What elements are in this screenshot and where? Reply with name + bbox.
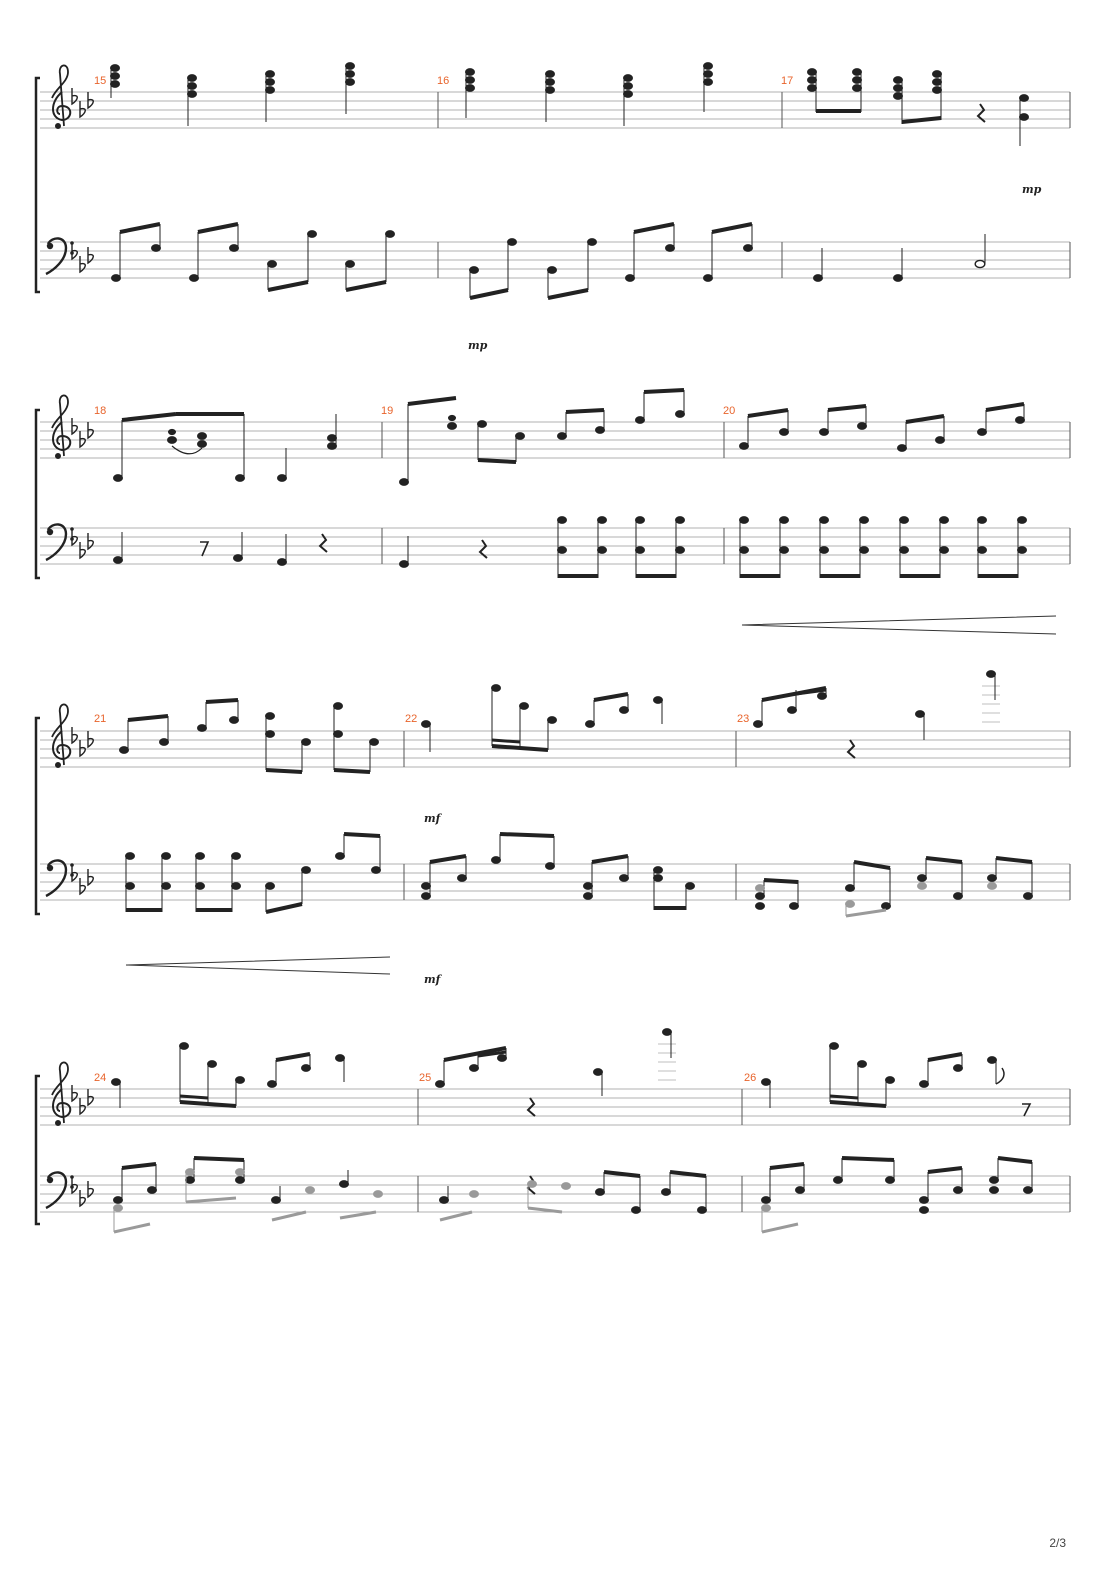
measure-number: 26 [744, 1072, 757, 1084]
barlines [382, 422, 1070, 564]
bass-chord-eighths [558, 517, 1027, 578]
system-4 [36, 1029, 1070, 1232]
page-number: 2/3 [1049, 1536, 1066, 1550]
ghost-notes [114, 1169, 799, 1232]
key-signature [72, 88, 93, 272]
barlines [418, 1089, 1070, 1212]
dynamic-marking: mp [1022, 183, 1042, 196]
measure-number: 21 [94, 713, 107, 725]
crescendo-hairpin [126, 957, 390, 974]
treble-clef-icon [52, 65, 70, 129]
measure-number: 22 [405, 713, 418, 725]
measure-number: 18 [94, 405, 107, 417]
measure-number: 15 [94, 75, 107, 87]
treble-staff [40, 731, 1070, 767]
measure-number: 19 [381, 405, 394, 417]
measure-number: 24 [94, 1072, 107, 1084]
dynamic-marking: mf [424, 973, 441, 986]
treble-clef-icon [52, 395, 70, 459]
bass-staff [40, 864, 1070, 900]
notes [112, 1029, 1033, 1214]
dynamic-marking: mp [468, 339, 488, 352]
barlines [404, 731, 1070, 900]
notes [120, 671, 1033, 912]
measure-number: 23 [737, 713, 750, 725]
system-3 [36, 671, 1070, 986]
system-1 [36, 63, 1070, 352]
measure-number: 17 [781, 75, 794, 87]
crescendo-hairpin [742, 616, 1056, 634]
key-signature [72, 1085, 93, 1206]
system-2 [36, 390, 1070, 634]
treble-clef-icon [52, 1062, 70, 1126]
notes [114, 390, 1025, 567]
dynamic-marking: mf [424, 812, 441, 825]
measure-number: 25 [419, 1072, 432, 1084]
notes [111, 63, 1029, 298]
treble-clef-icon [52, 704, 70, 768]
treble-staff [40, 1089, 1070, 1125]
key-signature [72, 727, 93, 894]
measure-number: 20 [723, 405, 736, 417]
bass-staff [40, 528, 1070, 564]
measure-number: 16 [437, 75, 450, 87]
barlines [438, 92, 1070, 278]
